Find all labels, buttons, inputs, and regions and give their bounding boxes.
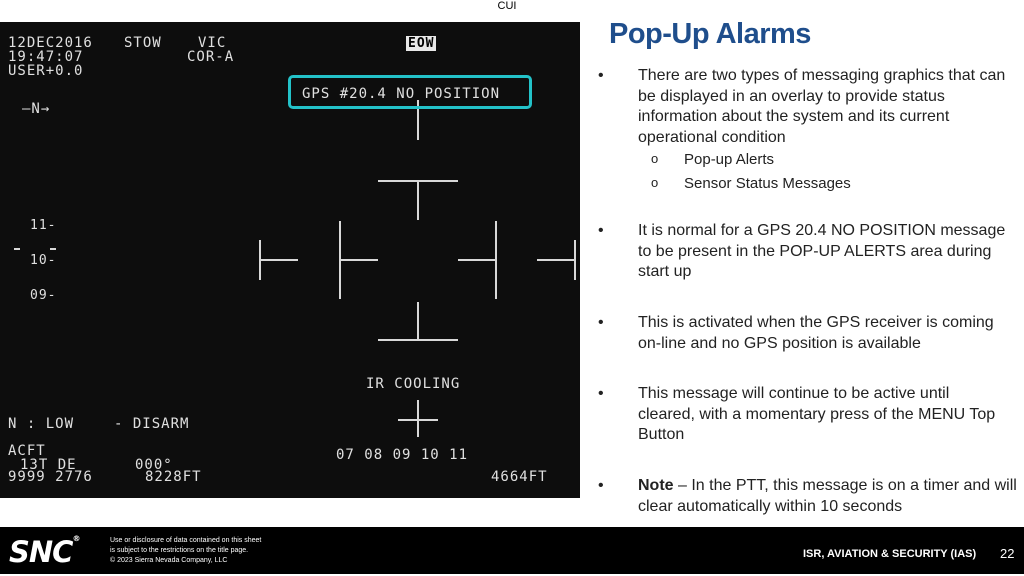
bottom-scale-ticks: 07 08 09 10 11 (336, 447, 469, 463)
gps-alert-message: GPS #20.4 NO POSITION (302, 86, 501, 102)
aircraft-heading: 000° (135, 457, 173, 473)
sub-marker: o (651, 175, 659, 190)
bullet-text: There are two types of messaging graphics that can be displayed in an overlay to provide status information about the system and its current operational condition (638, 67, 1006, 146)
scale-label-11: 11- (30, 218, 57, 233)
nitrogen-status: N : LOW (8, 416, 75, 432)
hud-mode: STOW (124, 35, 162, 51)
bullet-marker: • (598, 477, 604, 494)
snc-logo (9, 535, 79, 569)
ir-cooling-status: IR COOLING (366, 376, 461, 392)
bullet-marker: • (598, 222, 604, 239)
acft-label: ACFT (8, 443, 46, 459)
aircraft-altitude: 8228FT (145, 469, 202, 485)
bullet-text (638, 476, 1018, 517)
eow-label: EOW (408, 36, 435, 51)
bullet-marker: • (598, 67, 604, 84)
sub-text: Pop-up Alerts (684, 151, 775, 168)
classification-bottom: CUI (497, 564, 517, 576)
page-number: 22 (1000, 546, 1015, 561)
bullet-marker: • (598, 314, 604, 331)
hud-cor: COR-A (187, 49, 235, 65)
classification-top: CUI (497, 0, 517, 12)
copyright-line: © 2023 Sierra Nevada Company, LLC (110, 557, 228, 564)
grid-zone: 13T DE (20, 457, 77, 473)
logo-text: SNC (9, 535, 73, 569)
disclaimer (110, 536, 261, 566)
hud-user-offset: USER+0.0 (8, 63, 84, 79)
north-indicator: —N→ (22, 101, 51, 117)
registered-mark: ® (72, 534, 80, 544)
weapon-status: - DISARM (114, 416, 190, 432)
bullet-marker: • (598, 385, 604, 402)
hud-time: 19:47:07 (8, 49, 84, 65)
division-name: ISR, AVIATION & SECURITY (IAS) (803, 548, 977, 560)
bullet-text: This is activated when the GPS receiver is coming on-line and no GPS position is available (638, 314, 994, 352)
disclaimer-line: is subject to the restrictions on the title page. (110, 547, 249, 554)
sensor-video-frame (0, 22, 580, 498)
scale-label-09: 09- (30, 288, 57, 303)
hud-date: 12DEC2016 (8, 35, 93, 51)
hud-vic: VIC (198, 35, 227, 51)
sub-marker: o (651, 151, 659, 166)
note-text: – In the PTT, this message is on a timer and will clear automatically within 10 seconds (638, 477, 1017, 515)
disclaimer-line: Use or disclosure of data contained on this sheet (110, 537, 262, 544)
slide-title: Pop-Up Alarms (609, 18, 811, 50)
bullet-text: This message will continue to be active until cleared, with a momentary press of the MENU Top Button (638, 385, 996, 443)
slant-range: 4664FT (491, 469, 548, 485)
note-label: Note (638, 477, 674, 494)
grid-coordinates: 9999 2776 (8, 469, 93, 485)
scale-label-10: 10- (30, 253, 57, 268)
hud-eow (406, 36, 436, 51)
sub-text: Sensor Status Messages (684, 175, 851, 192)
bullet-text: It is normal for a GPS 20.4 NO POSITION message to be present in the POP-UP ALERTS area during start up (638, 222, 1006, 280)
